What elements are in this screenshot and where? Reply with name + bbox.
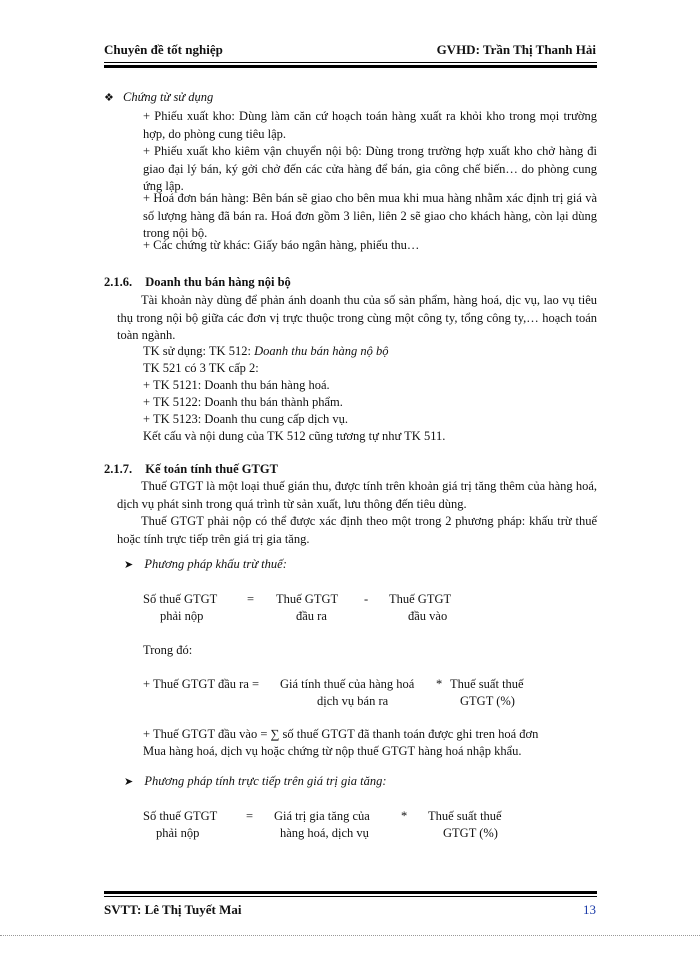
section-2-1-6-heading bbox=[104, 275, 291, 290]
method1-formula-left1: Số thuế GTGT bbox=[143, 592, 218, 606]
method1-in-line1: + Thuế GTGT đầu vào = ∑ số thuế GTGT đã thanh toán được ghi tren hoá đơn bbox=[143, 727, 539, 741]
method2-formula-a2: hàng hoá, dịch vụ bbox=[280, 826, 369, 840]
arrow-bullet-icon: ➤ bbox=[124, 776, 134, 788]
chung-tu-item: + Phiếu xuất kho: Dùng làm căn cứ hoạch toán hàng xuất ra khỏi kho trong mọi trường hợp, do phòng cung tiêu lập. bbox=[143, 109, 597, 141]
method1-out-mid2: dịch vụ bán ra bbox=[317, 694, 389, 708]
chung-tu-item: + Hoá đơn bán hàng: Bên bán sẽ giao cho bên mua khi mua hàng nhằm xác định trị giá và số lượng hàng đã bán ra. Hoá đơn gồm 3 liên, liên 2 sẽ giao cho khách hàng, còn lại dùng trong nội bộ. bbox=[143, 191, 597, 240]
method1-formula-left2: phải nộp bbox=[160, 609, 204, 623]
footer-author: SVTT: Lê Thị Tuyết Mai bbox=[104, 902, 242, 917]
chung-tu-heading bbox=[104, 90, 213, 105]
method2-formula-b2: GTGT (%) bbox=[443, 826, 498, 840]
s216-tk-line bbox=[143, 343, 388, 360]
method2-formula-left1: Số thuế GTGT bbox=[143, 809, 218, 823]
s216-tk-name: Doanh thu bán hàng nộ bộ bbox=[254, 344, 389, 358]
section-number: 2.1.7. bbox=[104, 462, 133, 476]
section-title: Doanh thu bán hàng nội bộ bbox=[145, 275, 291, 289]
method2-title: Phương pháp tính trực tiếp trên giá trị gia tăng: bbox=[144, 774, 387, 788]
method1-out-left: + Thuế GTGT đầu ra = bbox=[143, 677, 260, 691]
method1-formula-b2: đầu vào bbox=[408, 609, 448, 623]
s216-tk-label: TK sử dụng: TK 512: bbox=[143, 344, 255, 358]
section-number: 2.1.6. bbox=[104, 275, 133, 289]
method2-formula-b1: Thuế suất thuế bbox=[428, 809, 502, 823]
method1-out-op: * bbox=[436, 677, 443, 691]
section-2-1-7-heading bbox=[104, 462, 278, 477]
method2-formula-a1: Giá trị gia tăng của bbox=[274, 809, 370, 823]
header-rule-thick bbox=[104, 65, 597, 68]
header-rule-thin bbox=[104, 62, 597, 63]
s216-line: Kết cấu và nội dung của TK 512 cũng tương tự như TK 511. bbox=[143, 429, 446, 443]
method1-out-r1: Thuế suất thuế bbox=[450, 677, 524, 691]
method2-formula-left2: phải nộp bbox=[156, 826, 200, 840]
method2-formula-eq: = bbox=[246, 809, 254, 823]
method1-in-line2: Mua hàng hoá, dịch vụ hoặc chứng từ nộp thuế GTGT hàng hoá nhập khẩu. bbox=[143, 744, 522, 758]
chung-tu-item: + Các chứng từ khác: Giấy báo ngân hàng, phiếu thu… bbox=[143, 238, 420, 252]
header-left: Chuyên đề tốt nghiệp bbox=[104, 42, 223, 57]
header-right: GVHD: Trần Thị Thanh Hải bbox=[436, 42, 596, 57]
footer-rule-thick bbox=[104, 891, 597, 894]
method1-trong-do: Trong đó: bbox=[143, 643, 193, 657]
method1-formula-eq: = bbox=[247, 592, 255, 606]
page-break-divider bbox=[0, 935, 700, 936]
method1-heading bbox=[124, 557, 287, 572]
s216-line: + TK 5121: Doanh thu bán hàng hoá. bbox=[143, 378, 330, 392]
method1-formula-a1: Thuế GTGT bbox=[276, 592, 339, 606]
method1-formula-op: - bbox=[364, 592, 369, 606]
method1-formula-a2: đầu ra bbox=[296, 609, 327, 623]
section-title: Kế toán tính thuế GTGT bbox=[145, 462, 278, 476]
s216-line: + TK 5123: Doanh thu cung cấp dịch vụ. bbox=[143, 412, 349, 426]
method2-formula-op: * bbox=[401, 809, 408, 823]
footer-rule-thin bbox=[104, 896, 597, 897]
method1-out-r2: GTGT (%) bbox=[460, 694, 515, 708]
s216-line: + TK 5122: Doanh thu bán thành phẩm. bbox=[143, 395, 343, 409]
chung-tu-item: + Phiếu xuất kho kiêm vận chuyển nội bộ: Dùng trong trường hợp xuất kho chở hàng đi giao đại lý bán, ký gởi chở đến các cửa hàng để bán, gia công chế biến… do phòng cung ứng lập. bbox=[143, 144, 597, 193]
diamond-bullet-icon: ❖ bbox=[104, 92, 114, 104]
method1-out-mid1: Giá tính thuế của hàng hoá bbox=[280, 677, 415, 691]
method1-title: Phương pháp khấu trừ thuế: bbox=[144, 557, 287, 571]
s217-p2: Thuế GTGT phải nộp có thể được xác định theo một trong 2 phương pháp: khấu trừ thuế hoặc tính trực tiếp trên giá trị gia tăng. bbox=[117, 514, 597, 546]
chung-tu-title: Chứng từ sử dụng bbox=[123, 90, 214, 104]
method2-heading bbox=[124, 774, 387, 789]
s216-intro: Tài khoản này dùng để phản ánh doanh thu của số sản phẩm, hàng hoá, dịc vụ, lao vụ tiêu thụ trong nội bộ giữa các đơn vị trực thuộc trong cùng một công ty, tổng công ty,… hoạch toán toàn ngành. bbox=[117, 293, 597, 342]
s217-p1: Thuế GTGT là một loại thuế gián thu, được tính trên khoản giá trị tăng thêm của hàng hoá, dịch vụ phát sinh trong quá trình từ sản xuất, lưu thông đến tiêu dùng. bbox=[117, 479, 597, 511]
arrow-bullet-icon: ➤ bbox=[124, 559, 134, 571]
s216-line: TK 521 có 3 TK cấp 2: bbox=[143, 361, 259, 375]
page-number: 13 bbox=[583, 902, 596, 917]
method1-formula-b1: Thuế GTGT bbox=[389, 592, 452, 606]
